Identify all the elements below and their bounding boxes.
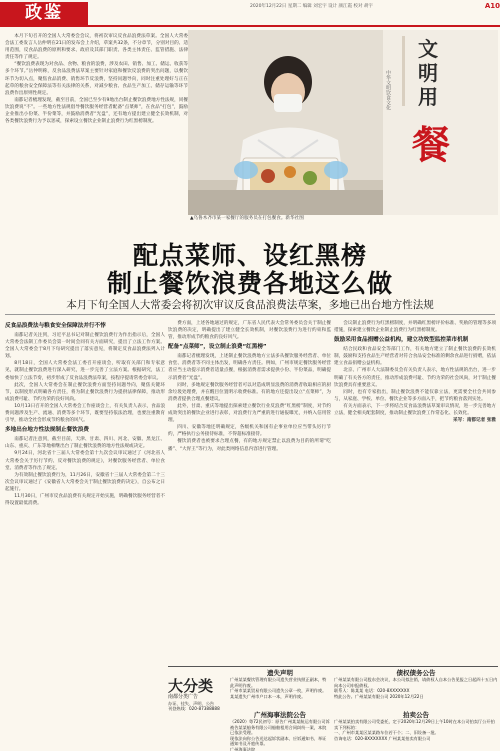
body-paragraph: 费方面，上述各地通过的规定，广东省人民代表大会常务委员会关于制止餐饮浪费的决定，明确提出了建立健全长效机制，对餐饮浪费行为进行约束和监管，推动形成节约粮食的良好风气。 xyxy=(168,321,331,341)
body-paragraph: 为有效制止餐饮浪费行为，11月26日，安徽省十三届人大常委会第二十三次会议审议通过了《安徽省人大常委会关于制止餐饮浪费的决定》，自公布之日起施行。 xyxy=(5,472,165,492)
body-paragraph: 南都记者梳理发现，上述制止餐饮浪费地方立法多从餐饮服务经营者、单位食堂、消费者等不同主体出发，明确各方责任。例如，广州市规定餐饮服务经营者应当主动提示消费者适量点餐，根据消费者需求提供小份、半份菜品，明确提示消费者“光盘”。 xyxy=(168,354,331,381)
ad-brand-sub: 南都分类广告 xyxy=(168,694,199,700)
page-number: A10 xyxy=(484,2,500,10)
body-paragraph: 此外，甘肃、重庆等地提出探索建立餐饮行业反浪费“红黑榜”制度，对节约成效突出的餐饮企业进行表彰，对浪费行为严重的进行通报曝光，并纳入信用管理。 xyxy=(168,403,331,424)
ad-line: 现依法向你公告送达起诉状副本、应诉通知书、举证通知书及开庭传票。 xyxy=(230,735,327,747)
body-paragraph: 10月13日召开的全国人大常委会工作座谈会上，有关负责人表示，食品浪费问题涉及生产、流通、消费等多个环节，既要坚持依法治理，也要注重教育引导，推动全社会形成节约粮食的风气。 xyxy=(5,403,165,424)
ad-line: 特此公告。广州某某有限公司 2020年12月22日 xyxy=(334,693,424,699)
ad-auction-notice xyxy=(334,711,498,751)
sign-char: 用 xyxy=(418,85,438,109)
photo-caption: ▲乌鲁木齐市某一家餐厅的服务员在打包餐食。新华社图 xyxy=(190,216,304,221)
body-paragraph: 11月30日，广州市反食品浪费有关规定开始实施，明确餐饮服务经营者不得设置最低消费。 xyxy=(5,493,165,507)
ad-line: 广州某某餐饮管理有限公司遗失营业执照正副本，特此声明作废。 xyxy=(230,677,327,688)
ad-line: 刊登热线：020-87388888 xyxy=(168,706,220,712)
body-paragraph: 四川、安徽等地还明确规定，各级机关和国有企事业单位应当带头厉行节约，严格执行公务接待标准，不得超标准接待。 xyxy=(168,425,331,438)
ad-line: 联系人：陈某某 电话：020-8XXXXXXX xyxy=(334,688,410,694)
ad-title: 广州海事法院公告 xyxy=(254,711,306,719)
ad-line: 办证、挂失、声明、公告 xyxy=(168,700,215,706)
ad-court-notice xyxy=(230,711,330,751)
ad-line: 一、广州市某某区某某路车位若干个；二、旧设备一批。 xyxy=(334,730,439,736)
body-paragraph: 南都记者关注到，习近平总书记对制止餐饮浪费行为作出指示后，全国人大常委会法制工作委员会第一时间会同有关方面研究，提出了立法工作方案。全国人大常委会于8月下旬研究提出了落实意见，将制定反食品浪费法列入计划。 xyxy=(5,333,165,360)
ad-brand: 大分类 xyxy=(168,677,214,695)
body-paragraph: 南都记者注意到，截至目前，天津、甘肃、四川、河北、安徽、黑龙江、山东、重庆、广东等地相继出台了制止餐饮浪费的地方性法规或决定。 xyxy=(5,437,165,450)
ad-line: 广州某某有限公司股东会决议，本公司拟注销，请债权人自本公告见报之日起四十五日内向本公司申报债权。 xyxy=(334,677,498,688)
lead-paragraph: 本月下旬召开的全国人大常委会会议，将初次审议反食品浪费法草案。全国人大常委会法工委发言人岳仲明在21日的发布会上介绍，草案共32条，不分章节，分别对目的、适用范围，反食品浪费的原则和要求、政府及其部门职责、各类主体责任、监管措施、法律责任等作了规定。 xyxy=(5,34,188,61)
article-column-2 xyxy=(168,320,331,666)
masthead-line: 2020年12月22日 星期二 编辑 刘宏宇 设计 颜江霞 校对 胡宇 xyxy=(250,4,373,9)
sign-char: 明 xyxy=(418,61,438,85)
article-column-3 xyxy=(334,320,496,666)
ad-line: 广州市某某贸易有限公司遗失公章一枚，声明作废。 xyxy=(230,688,327,694)
ad-title: 拍卖公告 xyxy=(403,711,429,719)
section-heading: 配备“点菜师”，设立制止浪费“红黑榜” xyxy=(168,344,267,351)
headline-line-2: 制止餐饮浪费各地这么做 xyxy=(106,269,393,298)
body-paragraph: 餐饮消费者也被要求合理点餐，有的地方规定禁止以浪费为目的的所谓“吃播”、“大胃王”等行为，对此类网络信息内容进行管理。 xyxy=(168,439,331,452)
page-header xyxy=(0,0,500,26)
subhead-rule xyxy=(5,314,495,315)
subheadline: 本月下旬全国人大常委会将初次审议反食品浪费法草案，多地已出台地方性法规 xyxy=(66,299,434,311)
photo-illustration xyxy=(188,30,498,215)
article-column-1 xyxy=(5,320,165,750)
sign-side-text: 中华文明饮食文化 xyxy=(385,70,391,110)
ad-line: 咨询电话：020-8XXXXXXX 广州某某拍卖有限公司 xyxy=(334,735,431,741)
body-paragraph: 此次，全国人大常委会在制止餐饮浪费方面坚持问题导向，聚焦关键环节，以制度形式明确各方责任，将为制止餐饮浪费行为提供法律保障，推动形成浪费可耻、节约为荣的良好风尚。 xyxy=(5,382,165,402)
lead-article xyxy=(5,33,188,218)
lead-paragraph: 南都记者梳理发现，截至目前，全国已至少有9地出台制止餐饮浪费地方性法规，同餐饮浪费说“不”。一些地方性法规倡导餐饮服务经营者配备“点菜师”，在食品“打包”，鼓励企业推出小份菜、半份菜等，并鼓励消费者“光盘”，还有地方提出建立健全长效机制，对各类餐饮浪费行为予以惩戒，探索设立餐饮企业制止浪费行为红黑榜制度。 xyxy=(5,97,188,125)
body-paragraph: 同时，也有专家指出，制止餐饮浪费不能仅靠立法，更需要全社会共同参与，从家庭、学校、单位、餐饮企业等多方面入手，把节约粮食落到实处。 xyxy=(334,389,496,402)
news-photo xyxy=(188,30,498,215)
ad-title: 遗失声明 xyxy=(267,669,293,677)
sign-char: 文 xyxy=(418,37,438,61)
body-paragraph: 结合民政和食品安全等部门工作，有关地方建立了制止餐饮浪费的长效机制，鼓励和支持食品生产经营者对符合食品安全标准的剩余食品进行捐赠，依法建立食品捐赠公益机构。 xyxy=(334,347,496,367)
ad-line: 广州海事法院 xyxy=(230,746,256,751)
body-paragraph: 北京、广州市人大法制委员会有关负责人表示，地方性法规的出台，进一步明确了有关各方的责任，推动形成浪费可耻、节约为荣的社会风尚，对于制止餐饮浪费具有重要意义。 xyxy=(334,368,496,388)
body-paragraph: 9月24日，河北省十三届人大常委会第十九次会议审议通过了《河北省人大常委会关于厉行节约、反对餐饮浪费的规定》，对餐饮服务经营者、单位食堂、消费者等作出了规定。 xyxy=(5,451,165,471)
ad-line: （2020）粤72民初号：原告广州某某航运有限公司诉被告某某船务有限公司船舶租用合同纠纷一案，本院已依法受理。 xyxy=(230,719,330,736)
ad-line: 广州某某拍卖有限公司受委托，定于2020年12月29日上午10时在本公司拍卖厅公开拍卖下列标的： xyxy=(334,719,495,730)
ad-line: 某某遗失广州市户口本一本，声明作废。 xyxy=(230,693,306,699)
classified-ads xyxy=(168,666,498,751)
section-heading: 反食品浪费法与粮食安全保障法并行不悖 xyxy=(5,323,106,329)
lead-paragraph: “餐饮浪费表现为对食品、食物、粮食的浪费，涉及农田、销售、加工、储运、收获等多个环节。”岳仲明称，反食品浪费法草案主要针对家庭和餐饮反浪费的突出问题，以餐饮环节为切入点，聚焦食品消费、销售环节反浪费，坚持问题导向，同时注重处理好与正在起草的粮食安全保障法等有关法律的关系，对减少粮食、食品生产加工、储存运输等环节浪费作出原则性规定。 xyxy=(5,62,188,96)
ad-lost-notice xyxy=(230,669,330,709)
ad-debt-notice xyxy=(334,669,498,709)
section-heading: 多地出台地方性法规制止餐饮浪费 xyxy=(5,427,89,434)
section-title: 政鉴 xyxy=(0,2,88,25)
body-paragraph: 8月18日，全国人大常委会法工委召开座谈会，听取有关部门和专家意见，就制止餐饮浪费进行深入研究，进一步完善了立法方案。根据研究，法工委加快了立法节奏，初步形成了反食品浪费法草案，按程序提请常委会审议。 xyxy=(5,361,165,381)
header-rule xyxy=(0,25,500,27)
ad-title: 债权债务公告 xyxy=(396,669,436,677)
byline: 采写：南都记者 张雅 xyxy=(453,418,496,424)
body-paragraph: 同时，多地规定餐饮服务经营者可以对造成明显浪费的消费者收取相应的厨余垃圾处理费，并在醒目位置明示收费标准。有的地方还提出设立“点菜师”，为消费者提供合理点餐建议。 xyxy=(168,382,331,402)
body-paragraph: 会议制止浪费行为红黑榜制度，并明确红黑榜评价标准、奖励的管理等多项措施，探索建立餐饮企业制止浪费行为红黑榜制度。 xyxy=(334,321,496,334)
section-heading: 鼓励采用食品捐赠公益机构，建立功效型监控菜市机制 xyxy=(334,337,469,344)
ad-brand-block xyxy=(168,669,228,749)
headline-line-1: 配点菜师、设红黑榜 xyxy=(132,241,367,270)
body-paragraph: 有关方面表示，下一步将结合反食品浪费法草案审议情况，进一步完善地方立法，健全相关配套制度，推动制止餐饮浪费工作常态化、长效化。 xyxy=(334,403,496,417)
sign-big-char: 餐 xyxy=(412,122,451,167)
